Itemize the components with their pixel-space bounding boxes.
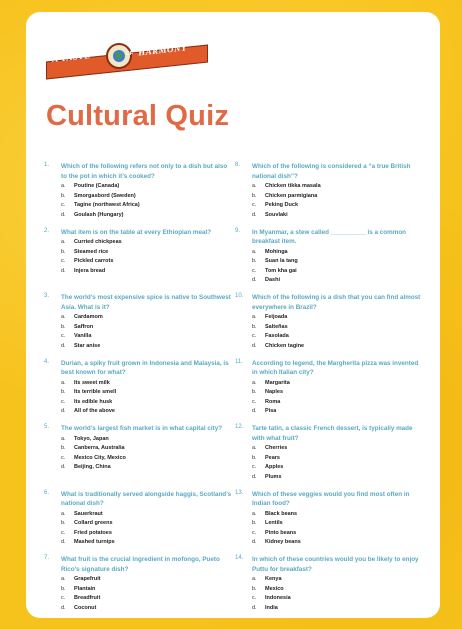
- option-text: Chicken tagine: [265, 342, 305, 349]
- option-letter: c.: [252, 267, 257, 274]
- option-text: All of the above: [74, 408, 115, 414]
- question-number: 10.: [235, 293, 244, 299]
- option-text: Margarita: [265, 379, 290, 386]
- answer-option: [61, 211, 234, 221]
- option-text: Plums: [265, 473, 282, 480]
- option-text: India: [265, 604, 278, 611]
- answer-option: [61, 510, 234, 520]
- answer-option: [252, 454, 425, 464]
- question-item: [235, 359, 425, 425]
- answer-option: [61, 323, 234, 333]
- option-text: Poutine (Canada): [74, 183, 120, 189]
- logo-text-right: HARMONY: [137, 42, 188, 58]
- answer-options: [252, 510, 425, 548]
- option-letter: a.: [61, 510, 66, 517]
- option-letter: a.: [252, 314, 257, 320]
- answer-option: [252, 388, 425, 398]
- answer-option: [61, 248, 234, 258]
- answer-option: [61, 585, 234, 595]
- answer-option: [252, 313, 425, 323]
- option-letter: d.: [252, 539, 257, 545]
- answer-option: [252, 257, 425, 267]
- option-letter: a.: [61, 435, 66, 442]
- option-text: Roma: [265, 398, 281, 405]
- option-letter: a.: [61, 314, 66, 320]
- option-text: Fasolada: [265, 333, 289, 339]
- option-text: Kenya: [265, 576, 282, 582]
- question-item: [44, 293, 234, 359]
- logo-text-of: OF: [126, 51, 133, 57]
- logo: [46, 42, 206, 79]
- option-text: Chicken tikka masala: [265, 183, 321, 189]
- option-letter: d.: [61, 342, 66, 349]
- answer-option: [61, 594, 234, 604]
- question-text: The world’s most expensive spice is native to Southwest Asia. What is it?: [61, 294, 231, 311]
- answer-option: [252, 379, 425, 389]
- answer-options: [252, 444, 425, 482]
- option-text: Its edible husk: [74, 398, 113, 405]
- option-text: Injera bread: [74, 267, 106, 274]
- answer-option: [61, 201, 234, 211]
- question-item: [44, 490, 234, 556]
- answer-option: [252, 342, 425, 352]
- question-item: [44, 424, 234, 490]
- answer-option: [61, 519, 234, 529]
- answer-options: [252, 313, 425, 351]
- option-text: Fried potatoes: [74, 529, 112, 536]
- answer-option: [61, 182, 234, 192]
- question-text: Which of these veggies would you find most often in Indian food?: [252, 490, 410, 507]
- option-text: Its terrible smell: [74, 389, 117, 395]
- option-letter: d.: [61, 267, 66, 274]
- answer-option: [252, 248, 425, 258]
- option-letter: a.: [61, 379, 66, 386]
- answer-option: [61, 435, 234, 445]
- answer-option: [252, 473, 425, 483]
- answer-option: [252, 407, 425, 417]
- option-letter: d.: [61, 539, 66, 545]
- option-letter: d.: [252, 408, 257, 414]
- answer-option: [252, 332, 425, 342]
- question-text: Which of the following is a dish that you can find almost everywhere in Brazil?: [252, 294, 421, 311]
- answer-option: [61, 379, 234, 389]
- option-text: Star anise: [74, 342, 101, 349]
- question-number: 5.: [44, 424, 50, 430]
- option-text: Pears: [265, 454, 280, 461]
- question-text: What fruit is the crucial ingredient in mofongo, Pueto Rico’s signature dish?: [61, 556, 220, 573]
- option-text: Kidney beans: [265, 539, 301, 545]
- question-text: What item is on the table at every Ethiopian meal?: [61, 228, 212, 236]
- question-number: 1.: [44, 162, 50, 168]
- option-letter: b.: [61, 248, 66, 255]
- option-letter: b.: [252, 454, 257, 461]
- answer-option: [252, 529, 425, 539]
- option-text: Suan la tang: [265, 258, 298, 264]
- option-letter: b.: [252, 520, 257, 526]
- question-item: [235, 424, 425, 490]
- option-letter: b.: [61, 520, 66, 526]
- answer-option: [61, 575, 234, 585]
- option-letter: a.: [252, 576, 257, 582]
- answer-option: [252, 444, 425, 454]
- question-number: 13.: [235, 489, 244, 496]
- question-number: 2.: [44, 227, 50, 234]
- question-text: In which of these countries would you be likely to enjoy Puttu for breakfast?: [252, 556, 419, 573]
- option-text: Canberra, Australia: [74, 445, 125, 451]
- option-text: Peking Duck: [265, 202, 299, 208]
- logo-text-left: A TASTE: [51, 50, 92, 64]
- answer-option: [252, 211, 425, 221]
- option-letter: c.: [252, 202, 257, 208]
- option-text: Lentils: [265, 520, 283, 526]
- option-letter: c.: [61, 454, 66, 461]
- answer-option: [252, 323, 425, 333]
- answer-options: [61, 379, 234, 417]
- answer-option: [61, 407, 234, 417]
- question-number: 6.: [44, 489, 50, 496]
- option-text: Steamed rice: [74, 248, 109, 255]
- question-number: 7.: [44, 555, 50, 561]
- answer-options: [252, 575, 425, 613]
- option-letter: d.: [61, 464, 66, 470]
- option-letter: b.: [252, 323, 257, 330]
- option-text: Souvlaki: [265, 211, 288, 218]
- option-letter: d.: [252, 604, 257, 611]
- option-letter: b.: [61, 585, 66, 592]
- option-letter: b.: [252, 192, 257, 199]
- option-letter: b.: [61, 445, 66, 451]
- answer-option: [252, 463, 425, 473]
- answer-option: [61, 332, 234, 342]
- answer-option: [61, 463, 234, 473]
- option-text: Saffron: [74, 323, 94, 330]
- option-letter: a.: [252, 379, 257, 386]
- page-title: Cultural Quiz: [46, 100, 230, 132]
- answer-options: [61, 575, 234, 613]
- option-text: Tom kha gai: [265, 267, 297, 274]
- answer-option: [61, 538, 234, 548]
- answer-options: [61, 435, 234, 473]
- question-text: Durian, a spiky fruit grown in Indonesia and Malaysia, is best known for what?: [61, 359, 229, 376]
- option-letter: d.: [252, 473, 257, 480]
- option-letter: b.: [61, 323, 66, 330]
- option-text: Mexico: [265, 585, 284, 592]
- option-letter: d.: [61, 604, 66, 611]
- question-number: 9.: [235, 227, 241, 234]
- option-letter: b.: [252, 258, 257, 264]
- answer-option: [61, 454, 234, 464]
- question-item: [44, 359, 234, 425]
- option-text: Pisa: [265, 408, 277, 414]
- option-text: Tagine (northwest Africa): [74, 202, 140, 208]
- answer-option: [252, 398, 425, 408]
- option-text: Pickled carrots: [74, 258, 114, 264]
- answer-option: [61, 444, 234, 454]
- option-letter: d.: [252, 211, 257, 218]
- option-letter: d.: [252, 342, 257, 349]
- answer-option: [61, 604, 234, 614]
- answer-options: [61, 238, 234, 276]
- question-text: Tarte tatin, a classic French dessert, is typically made with what fruit?: [252, 425, 413, 442]
- option-text: Black beans: [265, 510, 298, 517]
- option-letter: a.: [61, 576, 66, 582]
- option-text: Curried chickpeas: [74, 239, 122, 245]
- option-letter: c.: [61, 333, 66, 339]
- question-item: [44, 228, 234, 294]
- option-text: Its sweet milk: [74, 379, 110, 386]
- answer-option: [61, 342, 234, 352]
- option-text: Coconut: [74, 604, 97, 611]
- questions-column-right: [235, 162, 425, 621]
- quiz-card: [26, 12, 440, 618]
- answer-option: [61, 388, 234, 398]
- answer-option: [61, 313, 234, 323]
- answer-option: [252, 510, 425, 520]
- questions-column-left: [44, 162, 234, 621]
- option-text: Feijoada: [265, 314, 288, 320]
- option-letter: b.: [61, 192, 66, 199]
- question-number: 14.: [235, 555, 244, 561]
- answer-option: [252, 267, 425, 277]
- answer-option: [252, 276, 425, 286]
- answer-option: [252, 538, 425, 548]
- question-number: 4.: [44, 358, 50, 365]
- option-letter: a.: [252, 445, 257, 451]
- option-text: Goulash (Hungary): [74, 211, 124, 218]
- option-letter: a.: [61, 183, 66, 189]
- option-letter: c.: [252, 333, 257, 339]
- answer-options: [61, 313, 234, 351]
- option-letter: a.: [61, 239, 66, 245]
- option-letter: c.: [61, 595, 66, 601]
- option-letter: c.: [252, 398, 257, 405]
- question-text: According to legend, the Margherita pizza was invented in which Italian city?: [252, 359, 419, 376]
- answer-options: [252, 182, 425, 220]
- answer-option: [252, 519, 425, 529]
- question-item: [235, 490, 425, 556]
- question-item: [235, 293, 425, 359]
- option-letter: d.: [61, 211, 66, 218]
- option-text: Naples: [265, 389, 284, 395]
- question-item: [235, 555, 425, 621]
- option-text: Mexico City, Mexico: [74, 454, 126, 461]
- option-letter: a.: [252, 183, 257, 189]
- answer-option: [61, 192, 234, 202]
- option-text: Vanilla: [74, 333, 92, 339]
- answer-option: [252, 575, 425, 585]
- option-letter: b.: [61, 389, 66, 395]
- question-text: In Myanmar, a stew called __________ is a common breakfast item.: [252, 228, 407, 245]
- option-letter: c.: [61, 398, 66, 405]
- answer-options: [252, 248, 425, 286]
- option-letter: c.: [61, 529, 66, 536]
- option-letter: c.: [252, 529, 257, 536]
- question-text: Which of the following is considered a “a true British national dish”?: [252, 163, 411, 180]
- option-text: Chicken parmigiana: [265, 192, 318, 199]
- option-text: Dashi: [265, 277, 280, 283]
- answer-option: [252, 182, 425, 192]
- answer-options: [61, 510, 234, 548]
- option-text: Indonesia: [265, 595, 291, 601]
- question-item: [235, 162, 425, 228]
- option-letter: a.: [252, 510, 257, 517]
- answer-options: [252, 379, 425, 417]
- option-text: Mashed turnips: [74, 539, 115, 545]
- answer-options: [61, 182, 234, 220]
- option-text: Mohinga: [265, 248, 288, 255]
- option-letter: c.: [252, 595, 257, 601]
- question-text: What is traditionally served alongside haggis, Scotland’s national dish?: [61, 490, 232, 507]
- answer-option: [61, 529, 234, 539]
- option-text: Smorgasbord (Sweden): [74, 192, 136, 199]
- question-number: 8.: [235, 162, 241, 168]
- question-item: [44, 555, 234, 621]
- question-number: 11.: [235, 358, 243, 365]
- answer-option: [252, 201, 425, 211]
- option-text: Pinto beans: [265, 529, 297, 536]
- answer-option: [252, 594, 425, 604]
- option-letter: c.: [252, 464, 257, 470]
- answer-option: [61, 267, 234, 277]
- option-letter: d.: [252, 277, 257, 283]
- answer-option: [252, 585, 425, 595]
- option-letter: b.: [252, 389, 257, 395]
- answer-option: [61, 398, 234, 408]
- option-text: Salteñas: [265, 323, 288, 330]
- option-text: Apples: [265, 464, 284, 470]
- option-text: Grapefruit: [74, 576, 101, 582]
- option-text: Sauerkraut: [74, 510, 103, 517]
- option-text: Collard greens: [74, 520, 113, 526]
- question-number: 12.: [235, 424, 244, 430]
- answer-option: [252, 192, 425, 202]
- option-text: Plantain: [74, 585, 96, 592]
- answer-option: [252, 604, 425, 614]
- option-letter: c.: [61, 202, 66, 208]
- option-text: Tokyo, Japan: [74, 435, 109, 442]
- option-letter: c.: [61, 258, 66, 264]
- option-text: Breadfruit: [74, 595, 101, 601]
- question-number: 3.: [44, 293, 50, 299]
- question-item: [235, 228, 425, 294]
- option-text: Cardamom: [74, 314, 103, 320]
- question-text: Which of the following refers not only to a dish but also to the pot in which it’s cooked?: [61, 163, 228, 180]
- option-text: Beijing, China: [74, 464, 111, 470]
- option-letter: b.: [252, 585, 257, 592]
- option-letter: d.: [61, 408, 66, 414]
- option-letter: a.: [252, 248, 257, 255]
- question-item: [44, 162, 234, 228]
- answer-option: [61, 238, 234, 248]
- question-text: The world’s largest fish market is in what capital city?: [61, 425, 223, 432]
- answer-option: [61, 257, 234, 267]
- option-text: Cherries: [265, 445, 288, 451]
